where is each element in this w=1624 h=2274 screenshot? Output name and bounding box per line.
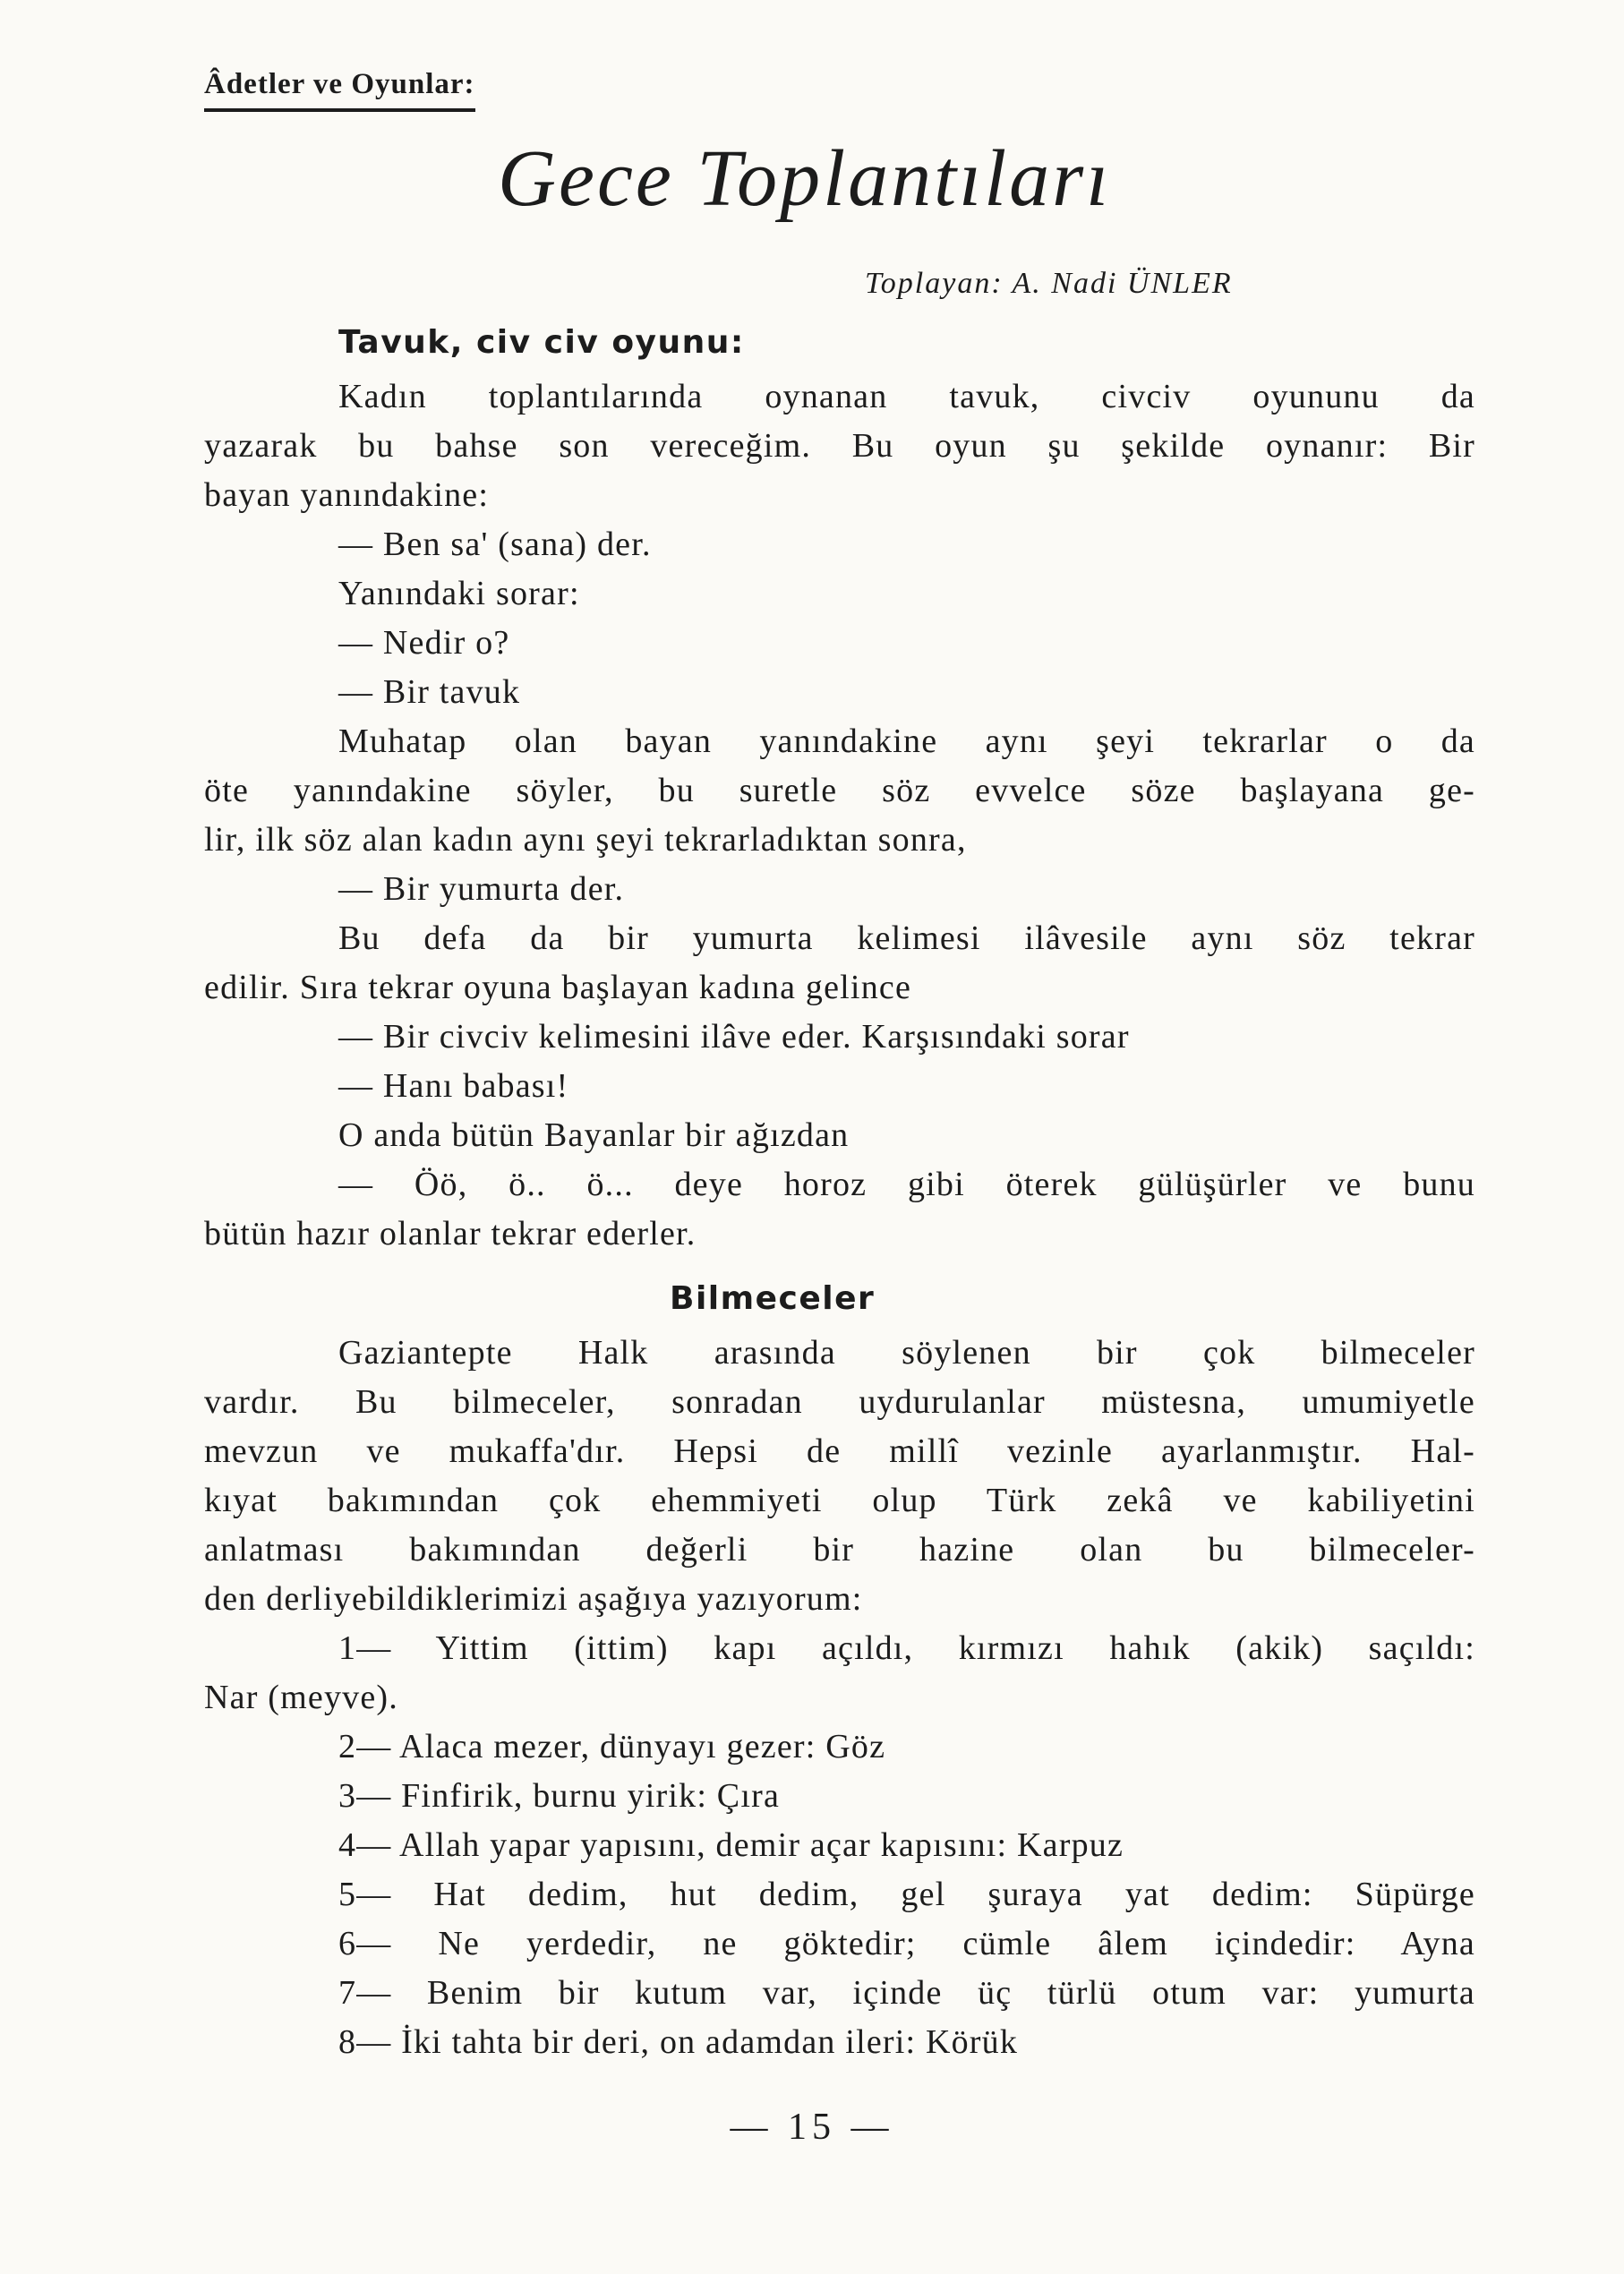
riddle-item: 3— Finfirik, burnu yirik: Çıra bbox=[338, 1777, 781, 1815]
paragraph-line: Gaziantepte Halk arasında söylenen bir çok bilmeceler bbox=[338, 1334, 1475, 1372]
paragraph-line: edilir. Sıra tekrar oyuna başlayan kadına gelince bbox=[204, 969, 912, 1006]
paragraph-line: yazarak bu bahse son vereceğim. Bu oyun şu şekilde oynanır: Bir bbox=[204, 427, 1475, 465]
paragraph-line: Bu defa da bir yumurta kelimesi ilâvesile aynı söz tekrar bbox=[338, 919, 1475, 957]
dialogue-line: — Hanı babası! bbox=[338, 1067, 569, 1105]
paragraph-line: Kadın toplantılarında oynanan tavuk, civciv oyununu da bbox=[338, 378, 1475, 415]
riddle-item-continuation: Nar (meyve). bbox=[204, 1679, 398, 1716]
paragraph-line: Muhatap olan bayan yanındakine aynı şeyi tekrarlar o da bbox=[338, 722, 1475, 760]
dialogue-line: — Bir yumurta der. bbox=[338, 870, 625, 908]
riddle-item: 2— Alaca mezer, dünyayı gezer: Göz bbox=[338, 1728, 886, 1765]
riddle-item: 8— İki tahta bir deri, on adamdan ileri: Körük bbox=[338, 2023, 1019, 2061]
paragraph-line: öte yanındakine söyler, bu suretle söz evvelce söze başlayana ge- bbox=[204, 772, 1475, 809]
paragraph-line: kıyat bakımından çok ehemmiyeti olup Türk zekâ ve kabiliyetini bbox=[204, 1482, 1475, 1519]
article-title: Gece Toplantıları bbox=[498, 134, 1112, 223]
page-number: — 15 — bbox=[730, 2107, 894, 2148]
tavuk-section bbox=[204, 372, 1475, 1259]
paragraph-line: lir, ilk söz alan kadın aynı şeyi tekrarladıktan sonra, bbox=[204, 821, 967, 859]
dialogue-line: — Bir tavuk bbox=[338, 673, 521, 711]
tavuk-heading: Tavuk, civ civ oyunu: bbox=[338, 324, 745, 361]
riddle-item: 7— Benim bir kutum var, içinde üç türlü otum var: yumurta bbox=[338, 1974, 1475, 2012]
bilmeceler-heading: Bilmeceler bbox=[670, 1280, 876, 1317]
paragraph-line: O anda bütün Bayanlar bir ağızdan bbox=[338, 1116, 850, 1154]
dialogue-line: — Ben sa' (sana) der. bbox=[338, 526, 652, 563]
paragraph-line: bütün hazır olanlar tekrar ederler. bbox=[204, 1215, 697, 1252]
riddle-item: 1— Yittim (ittim) kapı açıldı, kırmızı hahık (akik) saçıldı: bbox=[338, 1629, 1475, 1667]
paragraph-line: Yanındaki sorar: bbox=[338, 575, 580, 612]
dialogue-line: — Nedir o? bbox=[338, 624, 510, 662]
riddle-item: 4— Allah yapar yapısını, demir açar kapısını: Karpuz bbox=[338, 1826, 1124, 1864]
riddle-item: 5— Hat dedim, hut dedim, gel şuraya yat dedim: Süpürge bbox=[338, 1876, 1475, 1913]
dialogue-line: — Bir civciv kelimesini ilâve eder. Karşısındaki sorar bbox=[338, 1018, 1130, 1056]
paragraph-line: mevzun ve mukaffa'dır. Hepsi de millî vezinle ayarlanmıştır. Hal- bbox=[204, 1432, 1475, 1470]
section-label: Âdetler ve Oyunlar: bbox=[204, 68, 475, 112]
bilmeceler-section bbox=[204, 1329, 1475, 2067]
paragraph-line: vardır. Bu bilmeceler, sonradan uydurulanlar müstesna, umumiyetle bbox=[204, 1383, 1475, 1421]
riddle-item: 6— Ne yerdedir, ne göktedir; cümle âlem içindedir: Ayna bbox=[338, 1925, 1475, 1962]
paragraph-line: anlatması bakımından değerli bir hazine olan bu bilmeceler- bbox=[204, 1531, 1475, 1569]
dialogue-line: — Öö, ö.. ö... deye horoz gibi öterek gülüşürler ve bunu bbox=[338, 1166, 1475, 1203]
paragraph-line: den derliyebildiklerimizi aşağıya yazıyorum: bbox=[204, 1580, 863, 1618]
paragraph-line: bayan yanındakine: bbox=[204, 476, 490, 514]
byline: Toplayan: A. Nadi ÜNLER bbox=[865, 267, 1233, 300]
